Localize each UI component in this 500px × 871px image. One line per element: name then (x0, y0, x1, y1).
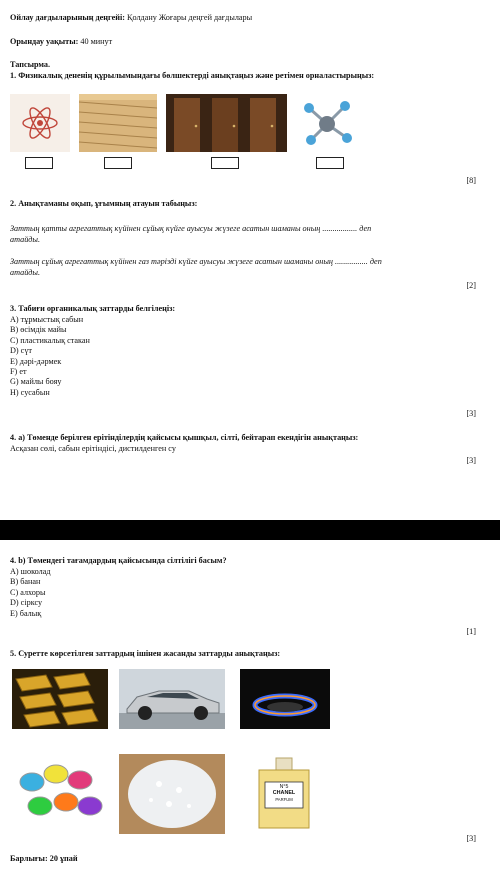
car-photo (119, 669, 225, 729)
q4b-option: D) сірксу (10, 598, 43, 608)
duration-value: 40 минут (80, 37, 113, 46)
q3-option: В) өсімдік майы (10, 325, 67, 335)
q4b-option: С) алхоры (10, 587, 46, 597)
task-title: Тапсырма. (10, 60, 51, 69)
answer-box-2[interactable] (104, 157, 132, 169)
q4b-options (10, 567, 51, 619)
perfume-bottle-photo (249, 754, 319, 834)
duration-line (10, 37, 112, 47)
paint-cans-photo (12, 754, 108, 834)
q2-score: [2] (466, 281, 476, 290)
q3-title: 3. Табиғи органикалық заттарды белгілеңіз: (10, 304, 176, 313)
q4b-option: Е) балық (10, 608, 42, 618)
perfume-label-brand: CHANEL (272, 790, 296, 797)
q3-options (10, 315, 90, 398)
q2-definition-2-line-1: Заттың сұйық агрегаттық күйінен газ тәрізді күйге ауысуы жүзеге асатын шаманы оның ................ деп (10, 257, 382, 266)
q4a-text: Асқазан сөлі, сабын ерітіндісі, дистилденген су (10, 444, 176, 453)
gas-flame-photo (240, 669, 330, 729)
q4b-option: В) банан (10, 577, 41, 587)
atom-icon (10, 94, 70, 152)
q4a-score: [3] (466, 456, 476, 465)
q3-option: D) сүт (10, 346, 32, 356)
q5-score: [3] (466, 834, 476, 843)
q4b-option: А) шоколад (10, 567, 51, 576)
q2-definition-1-line-2: атайды. (10, 235, 41, 244)
q3-option: С) пластикалық стакан (10, 335, 90, 345)
q3-option: Е) дәрі-дәрмек (10, 356, 62, 366)
q2-title: 2. Анықтаманы оқып, ұғымның атауын табыңыз: (10, 199, 198, 208)
thinking-level-label: Ойлау дағдыларының деңгейі: (10, 13, 125, 22)
thinking-level-value: Қолдану Жоғары деңгей дағдылары (127, 13, 253, 22)
q4b-title: 4. b) Төмендегі тағамдардың қайсысында сілтілігі басым? (10, 556, 227, 565)
perfume-label-type: PARFUM (275, 796, 293, 802)
page-separator (0, 520, 500, 540)
q3-option: H) сусабын (10, 387, 50, 397)
q2-definition-1-line-1: Заттың қатты агрегаттық күйінен сұйық күйге ауысуы жүзеге асатын шаманы оның ................. деп (10, 224, 372, 233)
wooden-boards-photo (79, 94, 157, 152)
total-points: Барлығы: 20 ұпай (10, 854, 78, 863)
salt-photo (119, 754, 225, 834)
q4b-score: [1] (466, 627, 476, 636)
perfume-label-number: N°5 (279, 784, 289, 790)
answer-box-4[interactable] (316, 157, 344, 169)
q4a-title: 4. a) Төменде берілген ерітінділердің қайсысы қышқыл, сілті, бейтарап екендігін анықтаңыз: (10, 433, 359, 442)
q3-option: G) майлы бояу (10, 377, 62, 387)
q2-definition-2-line-2: атайды. (10, 268, 41, 277)
answer-box-1[interactable] (25, 157, 53, 169)
q3-score: [3] (466, 409, 476, 418)
gold-bars-photo (12, 669, 108, 729)
perfume-label (265, 784, 303, 803)
q5-title: 5. Суретте көрсетілген заттардың ішінен жасанды заттарды анықтаңыз: (10, 649, 281, 658)
thinking-level-line (10, 13, 252, 23)
duration-label: Орындау уақыты: (10, 37, 79, 46)
answer-box-3[interactable] (211, 157, 239, 169)
q3-option: А) тұрмыстық сабын (10, 315, 84, 324)
q3-option: F) ет (10, 367, 27, 377)
q1-score: [8] (466, 176, 476, 185)
page-2 (0, 540, 500, 871)
q1-title: 1. Физикалық дененің құрылымындағы бөлшектерді анықтаңыз және ретімен орналастырыңыз: (10, 71, 375, 80)
doors-photo (166, 94, 287, 152)
molecule-icon (297, 94, 357, 152)
